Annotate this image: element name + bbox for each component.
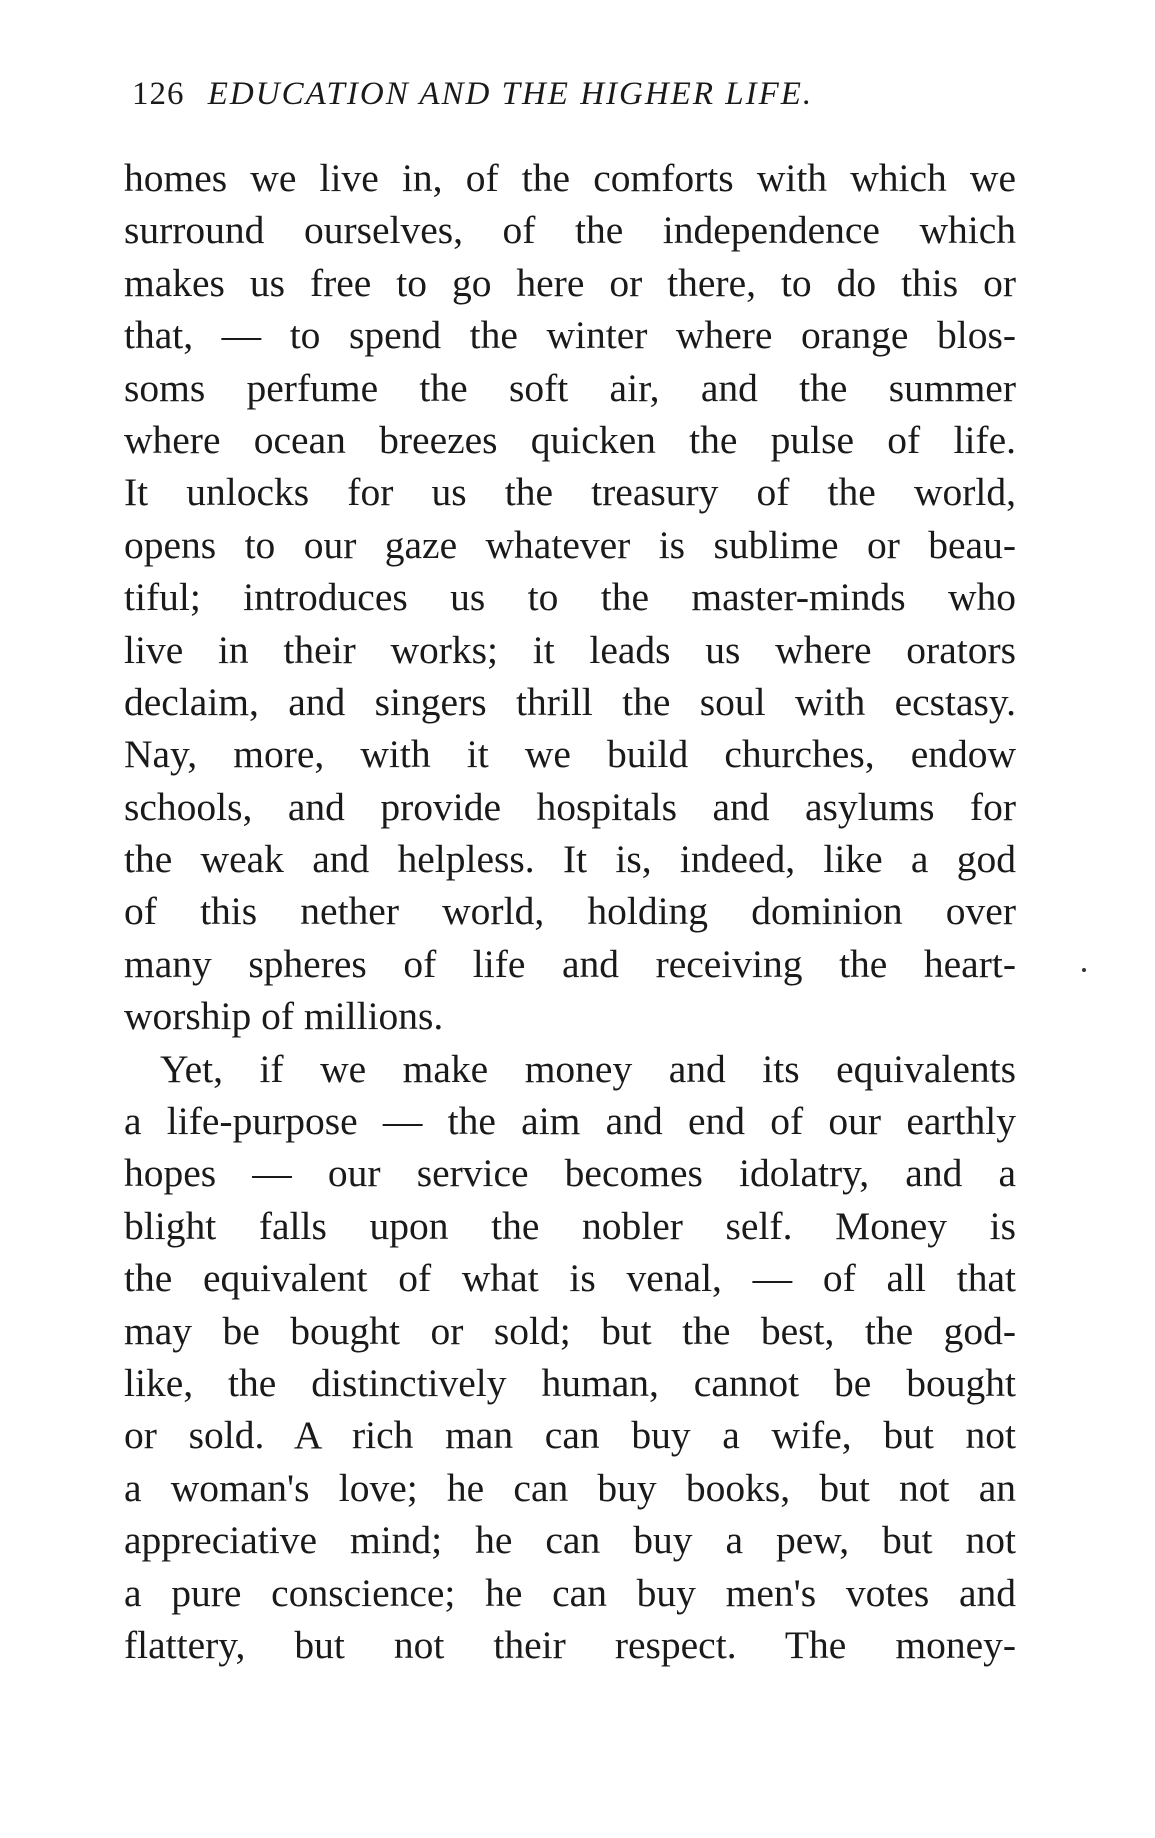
text-line: schools, and provide hospitals and asylums for (124, 784, 1016, 829)
text-line: flattery, but not their respect. The money- (124, 1622, 1016, 1667)
text-line: or sold. A rich man can buy a wife, but not (124, 1413, 1016, 1458)
text-line: the equivalent of what is venal, — of all that (124, 1256, 1016, 1301)
page-number: 126 (132, 76, 185, 112)
text-line: opens to our gaze whatever is sublime or beau- (124, 522, 1016, 567)
text-line: a pure conscience; he can buy men's votes and (124, 1570, 1016, 1615)
text-line: tiful; introduces us to the master-minds who (124, 575, 1016, 620)
text-line: Nay, more, with it we build churches, endow (124, 732, 1016, 777)
text-line: blight falls upon the nobler self. Money is (124, 1203, 1016, 1248)
text-line: live in their works; it leads us where orators (124, 627, 1016, 672)
text-line: homes we live in, of the comforts with which we (124, 156, 1016, 200)
text-line: that, — to spend the winter where orange blos- (124, 313, 1016, 358)
text-line: declaim, and singers thrill the soul with ecstasy. (124, 679, 1016, 724)
text-line: appreciative mind; he can buy a pew, but not (124, 1518, 1016, 1563)
text-line: hopes — our service becomes idolatry, and a (124, 1151, 1016, 1196)
scan-speck (1082, 968, 1086, 972)
page-body-text (124, 152, 1016, 1671)
text-line: a life-purpose — the aim and end of our earthly (124, 1099, 1016, 1144)
text-line: may be bought or sold; but the best, the god- (124, 1308, 1016, 1353)
text-line: It unlocks for us the treasury of the world, (124, 470, 1016, 515)
text-line: of this nether world, holding dominion over (124, 889, 1016, 934)
text-line: soms perfume the soft air, and the summer (124, 365, 1016, 410)
running-header (132, 76, 813, 113)
text-line: worship of millions. (124, 994, 444, 1039)
text-line: makes us free to go here or there, to do this or (124, 260, 1016, 305)
text-line: surround ourselves, of the independence which (124, 208, 1016, 253)
text-line: many spheres of life and receiving the heart- (124, 941, 1016, 986)
text-line: a woman's love; he can buy books, but not an (124, 1465, 1016, 1510)
text-line: the weak and helpless. It is, indeed, like a god (124, 837, 1016, 882)
text-line: like, the distinctively human, cannot be bought (124, 1360, 1016, 1405)
text-line: Yet, if we make money and its equivalents (160, 1046, 1016, 1091)
text-line: where ocean breezes quicken the pulse of life. (124, 417, 1016, 462)
running-title: EDUCATION AND THE HIGHER LIFE. (207, 76, 814, 112)
